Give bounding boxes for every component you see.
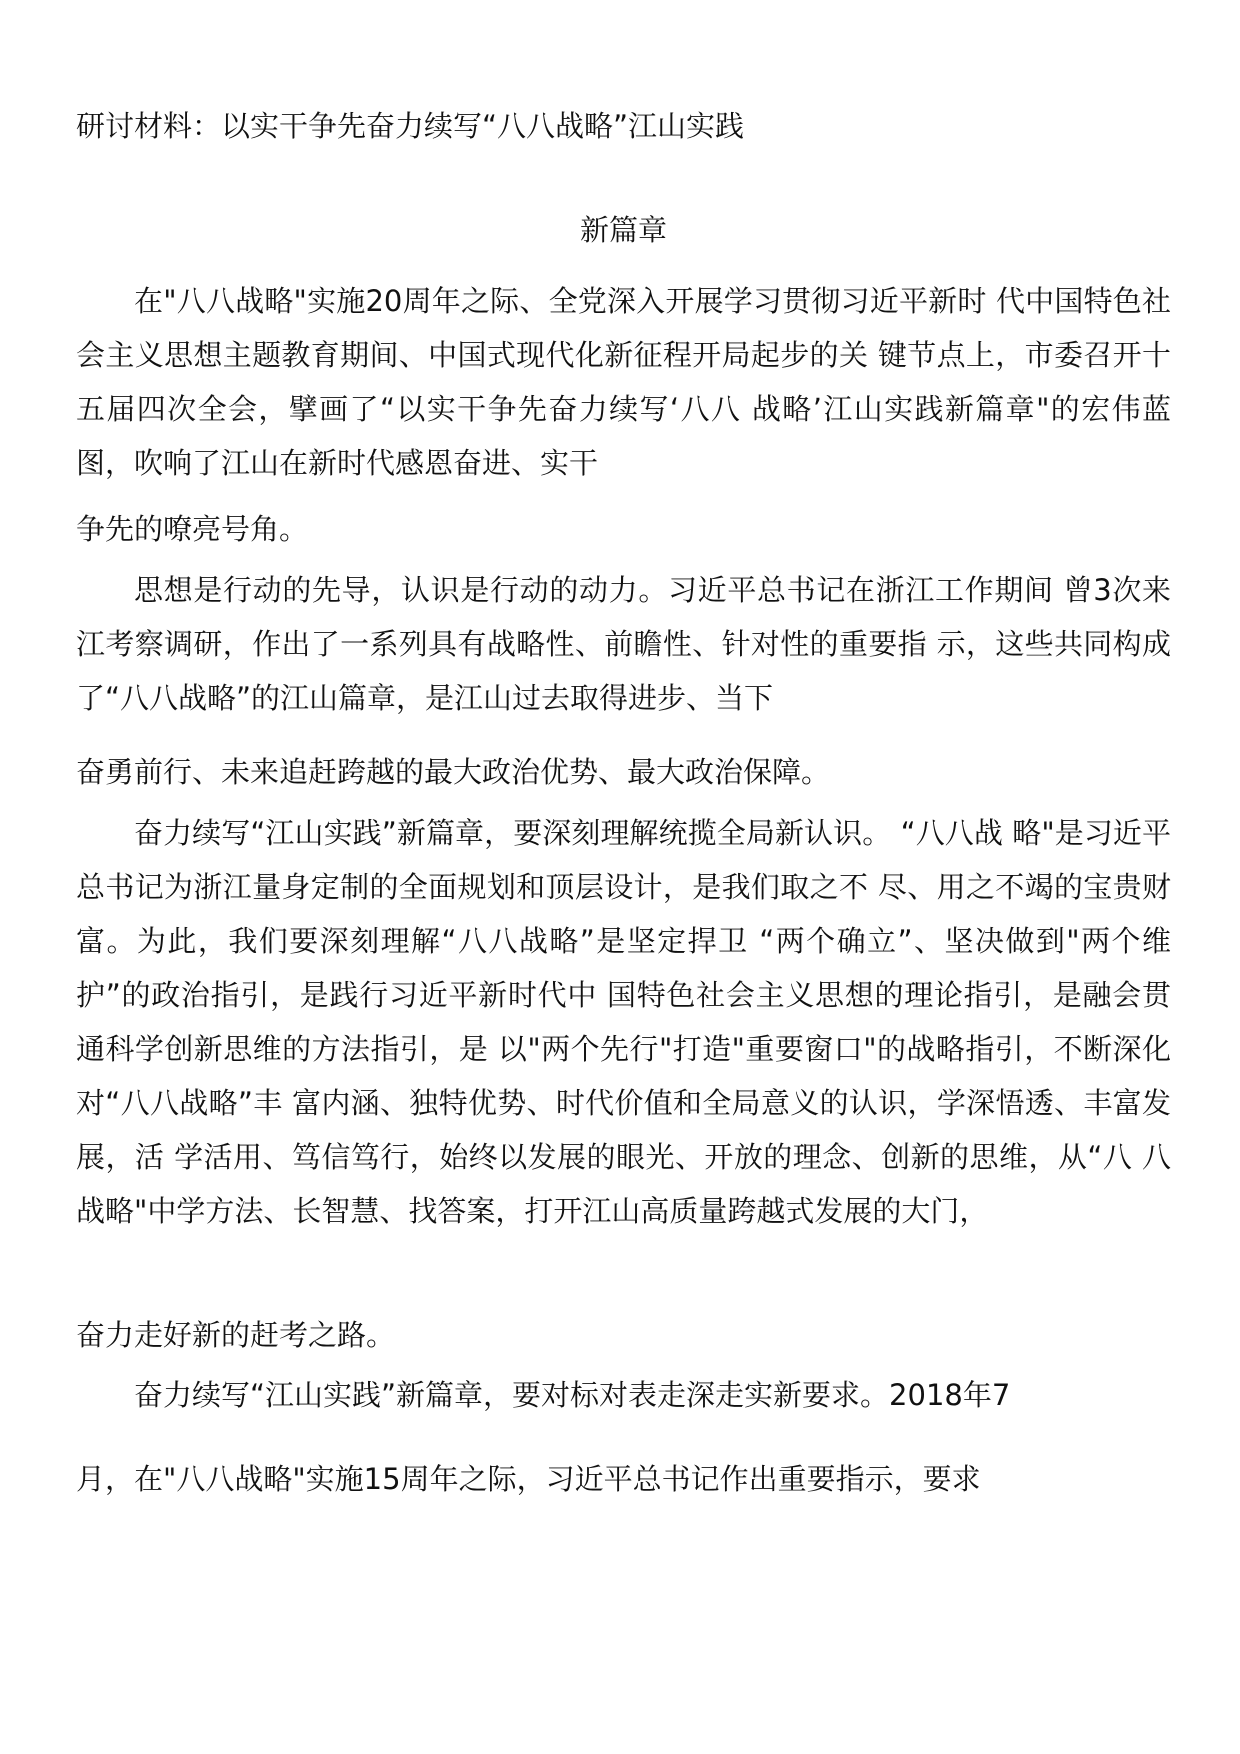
paragraph-text: 思想是行动的先导，认识是行动的动力。习近平总书记在浙江工作期间 曾3次来江考察调研，作出了一系列具有战略性、前瞻性、针对性的重要指 示，这些共同构成了“八八战略”的江山篇章，是江山过去取得进步、当下 — [76, 573, 1171, 715]
paragraph-text: 奋力续写“江山实践”新篇章，要深刻理解统揽全局新认识。 “八八战 略"是习近平总书记为浙江量身定制的全面规划和顶层设计，是我们取之不 尽、用之不竭的宝贵财富。为此，我们要深刻理解“八八战略”是坚定捍卫 “两个确立”、坚决做到"两个维护”的政治指引，是践行习近平新时代中 国特色社会主义思想的理论指引，是融会贯通科学创新思维的方法指引，是 以"两个先行"打造"重要窗口"的战略指引，不断深化对“八八战略”丰 富内涵、独特优势、时代价值和全局意义的认识，学深悟透、丰富发展，活 学活用、笃信笃行，始终以发展的眼光、开放的理念、创新的思维，从“八 八战略"中学方法、长智慧、找答案，打开江山高质量跨越式发展的大门， — [76, 816, 1171, 1228]
paragraph-3-continuation — [76, 1308, 1171, 1362]
paragraph-continuation-text: 奋勇前行、未来追赶跨越的最大政治优势、最大政治保障。 — [76, 755, 831, 789]
document-subtitle: 新篇章 — [579, 213, 667, 247]
document-title: 研讨材料：以实干争先奋力续写“八八战略”江山实践 — [76, 109, 745, 143]
paragraph-2-continuation — [76, 745, 1171, 799]
paragraph-text: 奋力续写“江山实践”新篇章，要对标对表走深走实新要求。2018年7 — [134, 1378, 1011, 1412]
paragraph-4-continuation — [76, 1452, 1171, 1506]
paragraph-continuation-text: 争先的嘹亮号角。 — [76, 512, 309, 546]
paragraph-1-continuation — [76, 502, 1171, 556]
paragraph-text: 在"八八战略"实施20周年之际、全党深入开展学习贯彻习近平新时 代中国特色社会主义思想主题教育期间、中国式现代化新征程开局起步的关 键节点上，市委召开十五届四次全会，擘画了“以实干争先奋力续写‘八八 战略’江山实践新篇章"的宏伟蓝图，吹响了江山在新时代感恩奋进、实干 — [76, 284, 1171, 480]
paragraph-1 — [76, 274, 1171, 490]
paragraph-2 — [76, 563, 1171, 725]
paragraph-4 — [76, 1368, 1171, 1422]
paragraph-continuation-text: 奋力走好新的赶考之路。 — [76, 1318, 396, 1352]
paragraph-continuation-text: 月，在"八八战略"实施15周年之际，习近平总书记作出重要指示，要求 — [76, 1462, 981, 1496]
paragraph-3 — [76, 806, 1171, 1238]
